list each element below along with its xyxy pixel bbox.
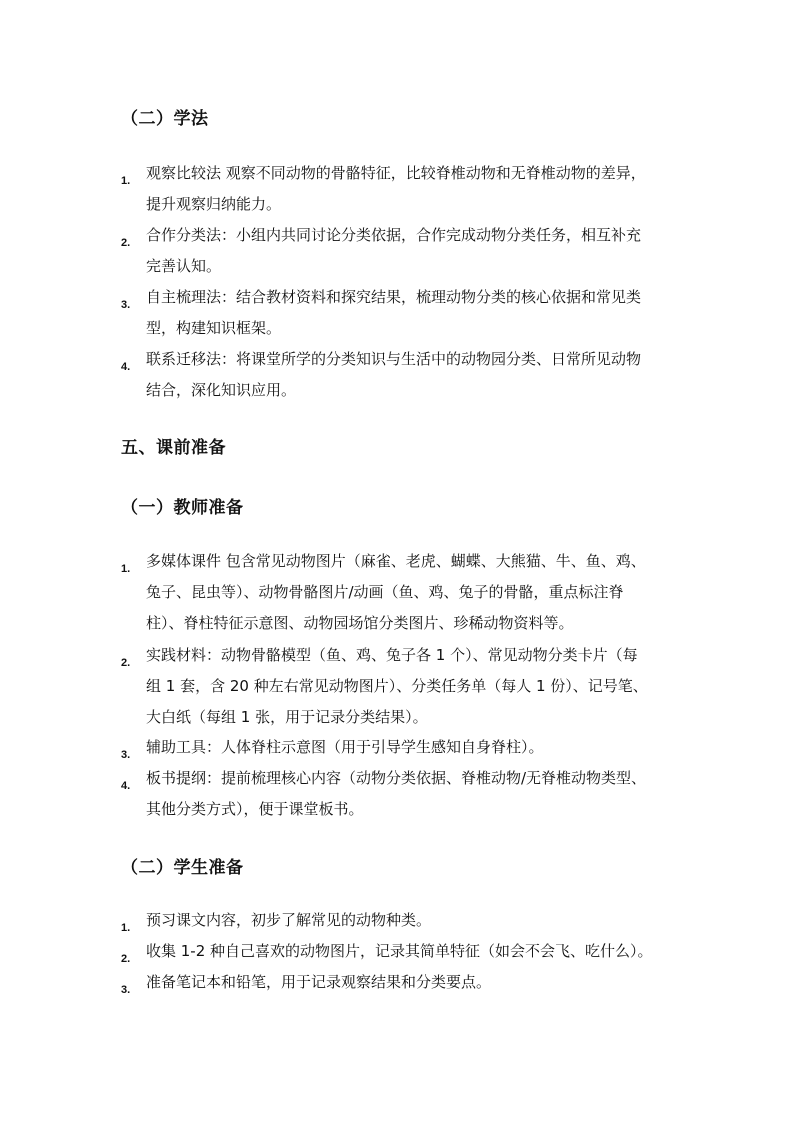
list-line: 兔子、昆虫等）、动物骨骼图片/动画（鱼、鸡、兔子的骨骼，重点标注脊 [146, 583, 624, 601]
list-line: 合作分类法：小组内共同讨论分类依据，合作完成动物分类任务，相互补充 [146, 226, 642, 244]
list-item [121, 936, 711, 967]
list-line: 收集 1-2 种自己喜欢的动物图片，记录其简单特征（如会不会飞、吃什么）。 [146, 942, 653, 960]
list-line: 柱）、脊柱特征示意图、动物园场馆分类图片、珍稀动物资料等。 [146, 614, 574, 632]
list-item [121, 344, 681, 406]
heading-section-five: 五、课前准备 [121, 438, 226, 458]
list-line: 大白纸（每组 1 张，用于记录分类结果）。 [146, 708, 428, 726]
list-item [121, 546, 681, 639]
list-line: 型，构建知识框架。 [146, 319, 282, 337]
list-number: 1. [121, 922, 131, 934]
list-number: 2. [121, 237, 131, 249]
heading-xuefa: （二）学法 [121, 109, 209, 129]
list-number: 4. [121, 780, 131, 792]
list-line: 板书提纲：提前梳理核心内容（动物分类依据、脊椎动物/无脊椎动物类型、 [146, 769, 647, 787]
list-item [121, 220, 681, 282]
list-number: 1. [121, 175, 131, 187]
list-line: 观察比较法 观察不同动物的骨骼特征，比较脊椎动物和无脊椎动物的差异， [146, 164, 646, 182]
list-line: 自主梳理法：结合教材资料和探究结果，梳理动物分类的核心依据和常见类 [146, 288, 642, 306]
list-number: 1. [121, 563, 131, 575]
list-item [121, 967, 681, 998]
list-line: 组 1 套，含 20 种左右常见动物图片）、分类任务单（每人 1 份）、记号笔、 [146, 677, 648, 695]
list-number: 3. [121, 984, 131, 996]
list-line: 预习课文内容，初步了解常见的动物种类。 [146, 911, 432, 929]
list-line: 完善认知。 [146, 257, 222, 275]
list-number: 4. [121, 361, 131, 373]
list-line: 提升观察归纳能力。 [146, 195, 282, 213]
heading-student-prep: （二）学生准备 [121, 858, 244, 878]
list-line: 结合，深化知识应用。 [146, 381, 297, 399]
list-line: 多媒体课件 包含常见动物图片（麻雀、老虎、蝴蝶、大熊猫、牛、鱼、鸡、 [146, 552, 646, 570]
list-number: 3. [121, 299, 131, 311]
list-number: 2. [121, 657, 131, 669]
heading-teacher-prep: （一）教师准备 [121, 498, 244, 518]
list-item [121, 732, 681, 763]
list-item [121, 905, 681, 936]
list-line: 辅助工具：人体脊柱示意图（用于引导学生感知自身脊柱）。 [146, 738, 544, 756]
list-line: 实践材料：动物骨骼模型（鱼、鸡、兔子各 1 个）、常见动物分类卡片（每 [146, 646, 638, 664]
list-number: 3. [121, 749, 131, 761]
list-item [121, 763, 681, 825]
list-number: 2. [121, 953, 131, 965]
list-item [121, 158, 681, 220]
list-line: 其他分类方式），便于课堂板书。 [146, 800, 364, 818]
list-line: 联系迁移法：将课堂所学的分类知识与生活中的动物园分类、日常所见动物 [146, 350, 642, 368]
list-item [121, 640, 681, 733]
list-item [121, 282, 681, 344]
list-line: 准备笔记本和铅笔，用于记录观察结果和分类要点。 [146, 973, 492, 991]
